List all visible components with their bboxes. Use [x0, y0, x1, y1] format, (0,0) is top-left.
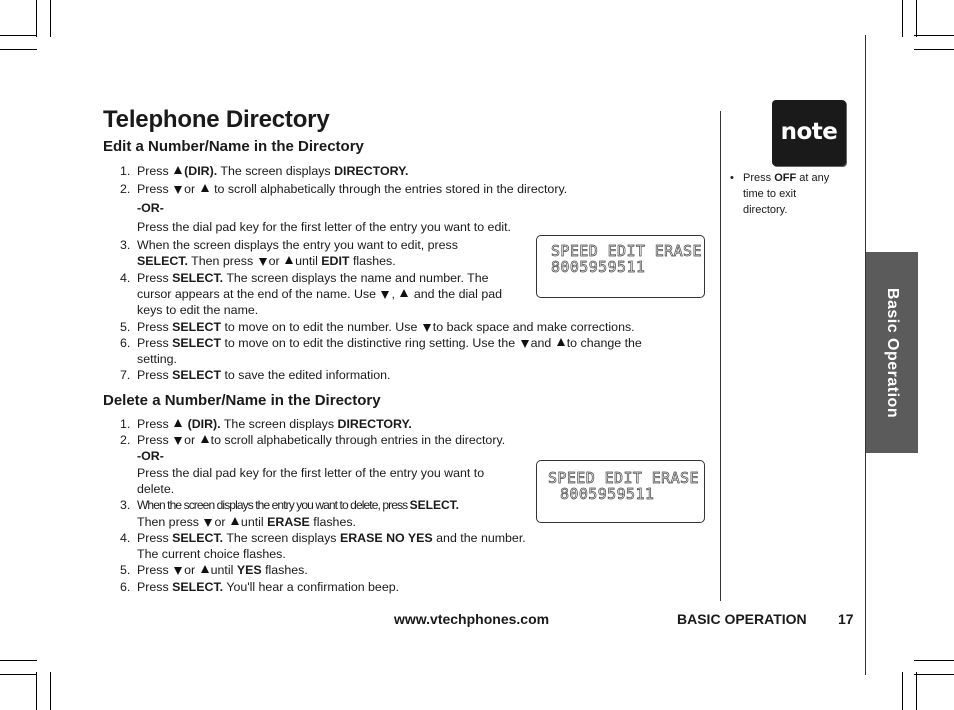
- down-arrow-icon: [259, 258, 267, 266]
- crop-mark: [0, 660, 37, 661]
- crop-mark: [914, 660, 954, 661]
- delete-step-2: Press or to scroll alphabetically through entries in the directory.: [137, 433, 506, 447]
- up-arrow-icon: [285, 256, 293, 264]
- step-number: 2.: [120, 433, 131, 447]
- crop-mark: [902, 0, 903, 37]
- up-arrow-icon: [201, 565, 209, 573]
- delete-step-5: Press or until YES flashes.: [137, 563, 308, 577]
- crop-mark: [914, 49, 954, 50]
- crop-mark: [916, 0, 917, 37]
- step-number: 6.: [120, 580, 131, 594]
- crop-mark: [50, 672, 51, 710]
- up-arrow-icon: [557, 338, 565, 346]
- bullet-icon: •: [730, 172, 734, 184]
- down-arrow-icon: [174, 186, 182, 194]
- crop-mark: [0, 49, 37, 50]
- lcd-menu-line: SPEED EDIT ERASE: [548, 469, 699, 487]
- delete-step-3-line-2: Then press or until ERASE flashes.: [137, 515, 356, 529]
- or-label: -OR-: [137, 201, 164, 215]
- edit-step-6-line-1: Press SELECT to move on to edit the distinctive ring setting. Use the and to change the: [137, 336, 642, 350]
- crop-mark: [914, 674, 954, 675]
- edit-step-1: Press (DIR). The screen displays DIRECTORY.: [137, 164, 409, 178]
- step-number: 2.: [120, 182, 131, 196]
- step-number: 6.: [120, 336, 131, 350]
- step-number: 3.: [120, 238, 131, 252]
- dialpad-text-line-1: Press the dial pad key for the first letter of the entry you want to: [137, 466, 485, 480]
- crop-mark: [916, 672, 917, 710]
- crop-mark: [914, 35, 954, 36]
- down-arrow-icon: [174, 437, 182, 445]
- dialpad-text-line-2: delete.: [137, 482, 175, 496]
- down-arrow-icon: [174, 567, 182, 575]
- crop-mark: [50, 0, 51, 37]
- lcd-menu-line: SPEED EDIT ERASE: [551, 242, 702, 260]
- crop-mark: [902, 672, 903, 710]
- section-heading-delete: Delete a Number/Name in the Directory: [103, 392, 381, 409]
- footer-url: www.vtechphones.com: [394, 611, 550, 627]
- up-arrow-icon: [231, 517, 239, 525]
- up-arrow-icon: [400, 289, 408, 297]
- edit-step-5: Press SELECT to move on to edit the number. Use to back space and make corrections.: [137, 320, 635, 334]
- column-divider: [720, 111, 721, 601]
- page-title: Telephone Directory: [103, 106, 330, 133]
- edit-step-4-line-1: Press SELECT. The screen displays the name and number. The: [137, 271, 489, 285]
- edit-step-3-line-1: When the screen displays the entry you want to edit, press: [137, 238, 458, 252]
- delete-step-1: Press (DIR). The screen displays DIRECTORY.: [137, 417, 412, 431]
- delete-step-3-line-1: When the screen displays the entry you want to delete, press SELECT.: [137, 498, 459, 512]
- lcd-number-line: 8005959511: [560, 485, 655, 503]
- note-icon: note: [772, 100, 846, 166]
- edit-step-4-line-3: keys to edit the name.: [137, 303, 259, 317]
- down-arrow-icon: [204, 519, 212, 527]
- step-number: 7.: [120, 368, 131, 382]
- down-arrow-icon: [423, 324, 431, 332]
- page-number: 17: [838, 611, 854, 627]
- crop-mark: [0, 35, 37, 36]
- delete-step-4-line-1: Press SELECT. The screen displays ERASE NO YES and the number.: [137, 531, 526, 545]
- crop-mark: [36, 672, 37, 710]
- down-arrow-icon: [521, 340, 529, 348]
- step-number: 4.: [120, 271, 131, 285]
- step-number: 1.: [120, 164, 131, 178]
- up-arrow-icon: [174, 166, 182, 174]
- side-tab-basic-operation: Basic Operation: [866, 252, 918, 453]
- delete-step-4-line-2: The current choice flashes.: [137, 547, 286, 561]
- step-number: 5.: [120, 320, 131, 334]
- step-number: 4.: [120, 531, 131, 545]
- crop-mark: [0, 674, 37, 675]
- lcd-number-line: 8005959511: [551, 258, 646, 276]
- up-arrow-icon: [201, 435, 209, 443]
- edit-step-6-line-2: setting.: [137, 352, 177, 366]
- section-heading-edit: Edit a Number/Name in the Directory: [103, 138, 364, 155]
- edit-step-3-line-2: SELECT. Then press or until EDIT flashes.: [137, 254, 396, 268]
- edit-step-2: Press or to scroll alphabetically through the entries stored in the directory.: [137, 182, 568, 196]
- delete-step-6: Press SELECT. You'll hear a confirmation beep.: [137, 580, 400, 594]
- step-number: 1.: [120, 417, 131, 431]
- up-arrow-icon: [201, 184, 209, 192]
- step-number: 5.: [120, 563, 131, 577]
- or-label: -OR-: [137, 449, 164, 463]
- edit-step-4-line-2: cursor appears at the end of the name. Use , and the dial pad: [137, 287, 503, 301]
- lcd-screen-delete: [536, 460, 705, 523]
- step-number: 3.: [120, 498, 131, 512]
- edit-step-7: Press SELECT to save the edited information.: [137, 368, 391, 382]
- crop-mark: [36, 0, 37, 37]
- footer-section: BASIC OPERATION: [677, 611, 807, 627]
- dialpad-text: Press the dial pad key for the first letter of the entry you want to edit.: [137, 220, 511, 234]
- lcd-screen-edit: [536, 235, 705, 298]
- down-arrow-icon: [381, 291, 389, 299]
- up-arrow-icon: [174, 419, 182, 427]
